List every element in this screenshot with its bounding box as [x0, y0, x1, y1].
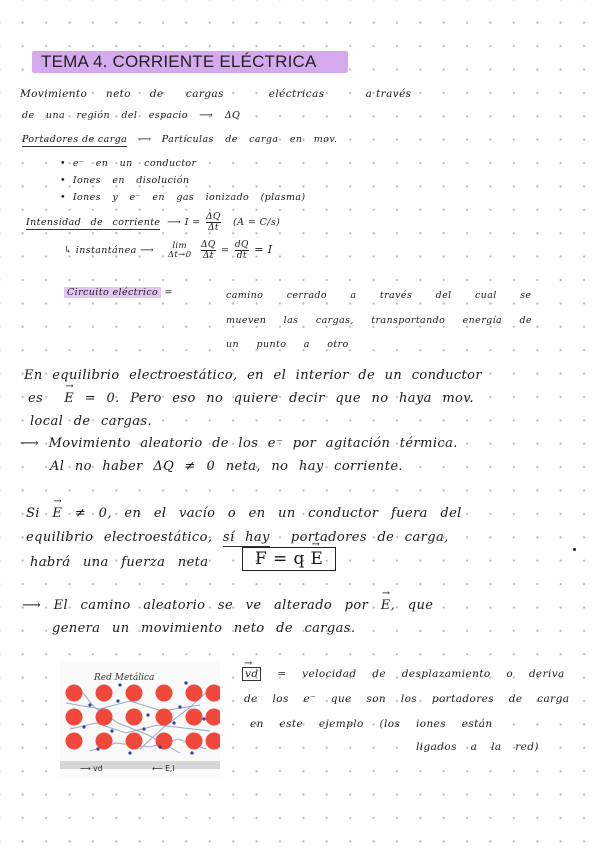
electron	[172, 721, 175, 724]
electron	[178, 705, 181, 708]
electron	[184, 681, 187, 684]
electron	[128, 751, 131, 754]
intro-line-1: Movimiento neto de cargas eléctricas a través	[20, 88, 412, 100]
electron	[96, 747, 99, 750]
electron	[190, 751, 193, 754]
circuit-def-1: camino cerrado a través del cual se	[226, 290, 532, 301]
ion	[156, 709, 173, 726]
drift-line-3: en este ejemplo (los iones están	[250, 718, 493, 730]
vd-arrow-label: ⟶ vd	[80, 764, 103, 773]
list-item: • Iones y e⁻ en gas ionizado (plasma)	[60, 192, 306, 203]
circuit-def-3: un punto a otro	[226, 339, 349, 350]
electron	[142, 727, 145, 730]
electron	[82, 725, 85, 728]
electron	[158, 745, 161, 748]
equilibrium-line-2: es → E = 0. Pero eso no quiere decir que no haya mov.	[28, 391, 474, 406]
ion	[66, 733, 83, 750]
field-arrow-label: ⟵ E,I	[152, 764, 175, 773]
electron	[110, 729, 113, 732]
electron	[116, 699, 119, 702]
list-item: • e⁻ en un conductor	[60, 158, 197, 169]
page-title: TEMA 4. CORRIENTE ELÉCTRICA	[41, 52, 317, 71]
drift-line-2: de los e⁻ que son los portadores de carga	[244, 693, 570, 705]
figure-caption: Red Metálica	[94, 673, 155, 683]
ion	[186, 685, 203, 702]
ion	[66, 709, 83, 726]
carriers-list	[60, 155, 306, 206]
ion	[156, 733, 173, 750]
list-item: • Iones en disolución	[60, 175, 190, 186]
e-label: E,I	[165, 764, 175, 773]
ion	[156, 685, 173, 702]
ion	[126, 709, 143, 726]
electron	[146, 713, 149, 716]
random-line-2: genera un movimiento neto de cargas.	[52, 621, 356, 636]
equilibrium-line-3: local de cargas.	[30, 414, 152, 429]
field-line-2: equilibrio electroestático, sí hay portadores de carga,	[26, 530, 449, 545]
field-line-3: habrá una fuerza neta	[30, 555, 209, 570]
lattice-diagram	[60, 661, 220, 777]
random-line-1: ⟶ El camino aleatorio se ve alterado por → E, que	[22, 598, 433, 613]
equilibrium-line-1: En equilibrio electroestático, en el interior de un conductor	[24, 368, 483, 383]
ion	[66, 685, 83, 702]
current-fraction: $\frac{\Delta Q}{\Delta t}$	[206, 212, 221, 233]
electron	[202, 717, 205, 720]
instantaneous-line: ↳ instantánea ⟶ lim Δt→0 $\frac{\Delta Q}{\Delta t}$ = $\frac{dQ}{dt}$ = I	[64, 240, 273, 261]
ion	[186, 709, 203, 726]
vd-label: vd	[93, 764, 103, 773]
ion	[96, 685, 113, 702]
intro-line-2: de una región del espacio ⟶ ΔQ	[22, 110, 241, 121]
ion	[96, 733, 113, 750]
ion	[186, 733, 203, 750]
equilibrium-line-5: Al no haber ΔQ ≠ 0 neta, no hay corriente.	[50, 459, 403, 474]
ion	[126, 733, 143, 750]
ion	[126, 685, 143, 702]
force-equation-box: F = q → E	[242, 549, 336, 569]
circuit-label: Circuito eléctrico =	[64, 287, 173, 298]
ion	[96, 709, 113, 726]
carriers-line: Portadores de carga ⟶ Partículas de carga en mov.	[22, 134, 338, 145]
circuit-def-2: mueven las cargas, transportando energía de	[226, 315, 533, 326]
intensity-line: Intensidad de corriente ⟶ I = $\frac{\Delta Q}{\Delta t}$ (A = C/s)	[26, 212, 281, 233]
drift-line-4: ligados a la red)	[416, 741, 539, 753]
field-line-1: Si → E ≠ 0, en el vacío o en un conductor fuera del	[26, 506, 462, 521]
metal-lattice-figure	[60, 661, 220, 777]
electron	[118, 683, 121, 686]
electron	[88, 703, 91, 706]
drift-line-1: → vd = velocidad de desplazamiento o deriva	[242, 667, 565, 681]
equilibrium-line-4: ⟶ Movimiento aleatorio de los e⁻ por agitación térmica.	[20, 436, 458, 451]
pen-dot	[573, 548, 576, 551]
